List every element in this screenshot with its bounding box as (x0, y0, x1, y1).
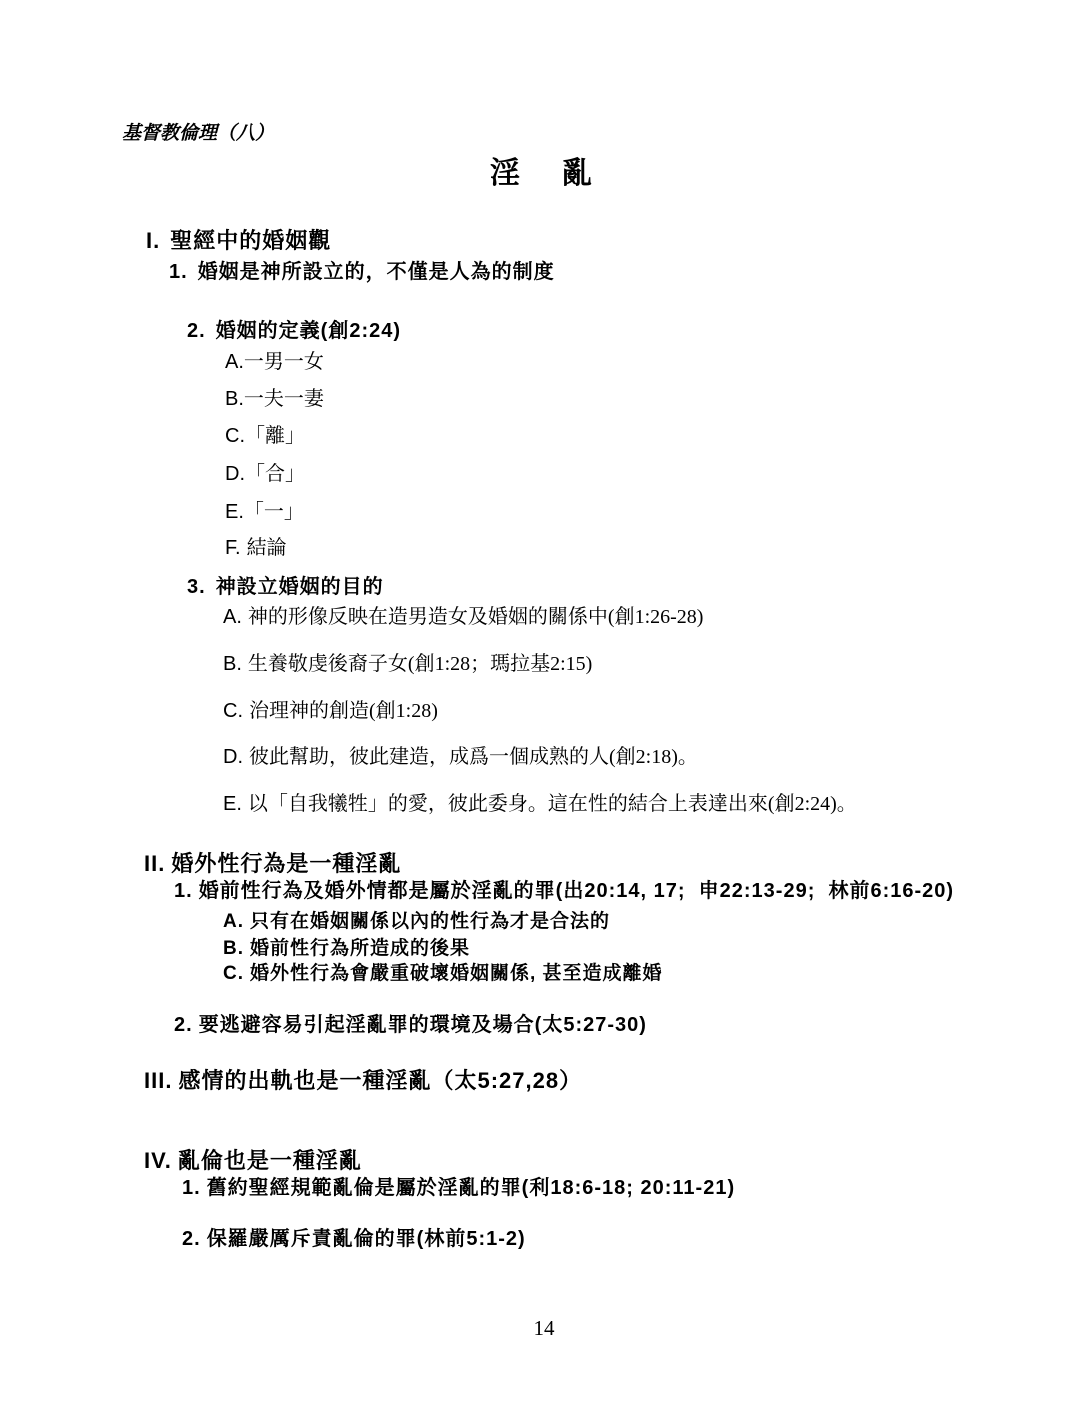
subsection-text: 婚姻的定義(創2:24) (215, 320, 402, 342)
section-number: IV. (144, 1148, 172, 1174)
subsection-number: 1. (169, 261, 188, 283)
item-text: 婚外性行為會嚴重破壞婚姻關係, 甚至造成離婚 (250, 962, 663, 984)
subsection-number: 2. (182, 1228, 201, 1250)
item-letter: B. (223, 937, 244, 959)
item-letter: E. (223, 793, 242, 815)
section-number: III. (144, 1068, 173, 1094)
section-heading-text: 亂倫也是一種淫亂 (177, 1148, 362, 1174)
section-number: II. (144, 851, 166, 877)
subsection-number: 1. (182, 1177, 201, 1199)
item-text: 「一」 (243, 501, 304, 523)
item-text: 婚前性行為所造成的後果 (250, 937, 471, 959)
section-heading-text: 感情的出軌也是一種淫亂（太5:27,28） (178, 1068, 583, 1094)
item-letter: A. (225, 351, 244, 373)
item-text: 結論 (246, 537, 287, 559)
item-text: 「離」 (245, 425, 305, 447)
subsection-text: 婚前性行為及婚外情都是屬於淫亂的罪(出20:14, 17; 申22:13-29; 林前6:16-20) (198, 880, 955, 902)
subsection-text: 舊約聖經規範亂倫是屬於淫亂的罪(利18:6-18; 20:11-21) (206, 1177, 736, 1199)
subsection-text: 保羅嚴厲斥責亂倫的罪(林前5:1-2) (206, 1228, 526, 1250)
subsection-number: 3. (187, 576, 206, 598)
item-letter: A. (223, 910, 244, 932)
item-text: 神的形像反映在造男造女及婚姻的關係中(創1:26-28) (247, 606, 704, 628)
item-text: 只有在婚姻關係以內的性行為才是合法的 (250, 910, 611, 932)
subsection-text: 要逃避容易引起淫亂罪的環境及場合(太5:27-30) (198, 1014, 647, 1036)
item-letter: E. (225, 501, 244, 523)
item-letter: B. (225, 388, 244, 410)
subsection-text: 婚姻是神所設立的，不僅是人為的制度 (197, 261, 555, 283)
item-text: 一夫一妻 (243, 388, 324, 410)
section-heading-text: 婚外性行為是一種淫亂 (171, 851, 402, 877)
item-text: 一男一女 (243, 351, 324, 373)
subsection-number: 1. (174, 880, 193, 902)
subsection-IV-2 (158, 1205, 526, 1274)
item-text: 以「自我犧牲」的愛，彼此委身。這在性的結合上表達出來(創2:24)。 (247, 793, 857, 815)
subsection-text: 神設立婚姻的目的 (215, 576, 384, 598)
page-title: 淫 亂 (490, 157, 598, 190)
item-letter: C. (223, 962, 244, 984)
item-text: 生養敬虔後裔子女(創1:28；瑪拉基2:15) (247, 653, 593, 675)
item-text: 治理神的創造(創1:28) (249, 700, 438, 722)
course-header: 基督教倫理（八） (122, 123, 275, 144)
item-text: 「合」 (245, 463, 305, 485)
item-letter: C. (225, 425, 245, 447)
item-letter: B. (223, 653, 242, 675)
item-letter: A. (223, 606, 242, 628)
item-letter: D. (223, 746, 243, 768)
item-letter: F. (225, 537, 241, 559)
item-letter: C. (223, 700, 243, 722)
section-heading-text: 聖經中的婚姻觀 (170, 228, 332, 254)
section-number: I. (146, 228, 161, 254)
item-letter: D. (225, 463, 245, 485)
subsection-number: 2. (187, 320, 206, 342)
section-III-heading (118, 1043, 582, 1119)
item-text: 彼此幫助，彼此建造，成爲一個成熟的人(創2:18)。 (249, 746, 698, 768)
page-number: 14 (533, 1316, 555, 1340)
subsection-number: 2. (174, 1014, 193, 1036)
